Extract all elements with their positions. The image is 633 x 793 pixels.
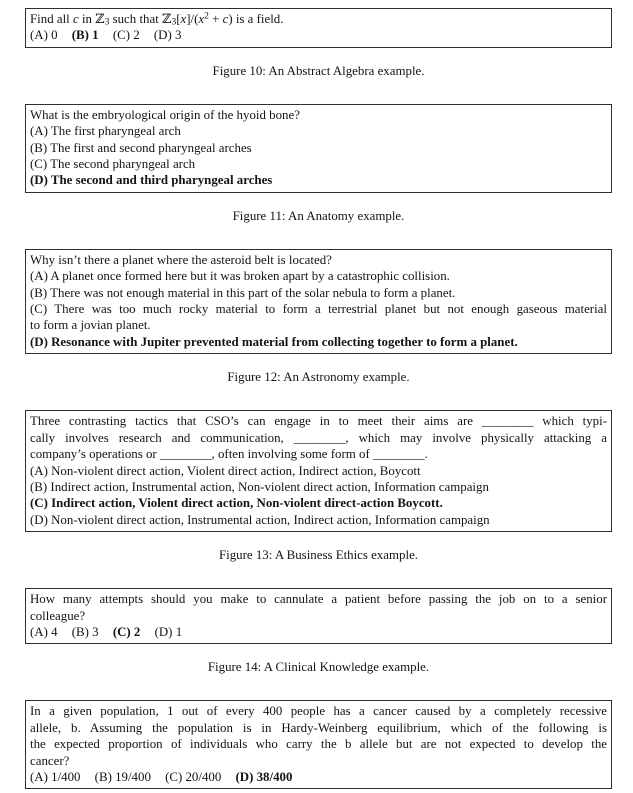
question-line-3	[30, 736, 607, 752]
question-line	[30, 413, 607, 429]
text-segment: (B) 3	[71, 624, 99, 639]
text-segment: (B) 1	[71, 28, 99, 43]
figure-clinical-knowledge-example	[25, 588, 612, 675]
option-a-line	[30, 268, 607, 284]
text-segment: c	[72, 12, 79, 26]
text-segment: (A) The first pharyngeal arch	[30, 124, 181, 139]
figure-anatomy-example	[25, 104, 612, 224]
option-c-line	[30, 301, 607, 317]
option-d-line	[30, 172, 607, 188]
option-c-line	[30, 495, 607, 511]
question-box	[25, 104, 612, 193]
text-segment: (D) 3	[153, 28, 182, 43]
text-segment: the expected proportion of individuals who carry the b allele but are not expected to develop the	[30, 737, 607, 752]
text-segment: (C) Indirect action, Violent direct action, Non-violent direct-action Boycott.	[30, 496, 443, 511]
question-box	[25, 700, 612, 789]
text-segment: to form a jovian planet.	[30, 318, 151, 333]
text-segment: (C) The second pharyngeal arch	[30, 157, 196, 172]
figure-caption: Figure 11: An Anatomy example.	[232, 208, 405, 223]
text-segment: 3	[104, 17, 110, 28]
text-segment: Why isn’t there a planet where the asteroid belt is located?	[30, 252, 332, 267]
figure-astronomy-example	[25, 249, 612, 385]
option-a-line	[30, 463, 607, 479]
text-segment: 3	[171, 17, 177, 28]
question-box	[25, 410, 612, 532]
figure-caption: Figure 10: An Abstract Algebra example.	[212, 63, 425, 78]
figure-business-ethics-example	[25, 410, 612, 563]
text-segment: (A) A planet once formed here but it was broken apart by a catastrophic collision.	[30, 269, 450, 284]
option-c-continued-line	[30, 317, 607, 333]
text-segment: such that	[109, 12, 163, 26]
option-c-line	[30, 156, 607, 172]
text-segment: Find all	[30, 12, 73, 26]
question-box	[25, 588, 612, 644]
question-line-3	[30, 446, 607, 462]
text-segment: (D) Non-violent direct action, Instrumental action, Indirect action, Information campaign	[30, 512, 490, 527]
text-segment: (A) Non-violent direct action, Violent direct action, Indirect action, Boycott	[30, 463, 421, 478]
text-segment: +	[208, 12, 223, 26]
text-segment: How many attempts should you make to cannulate a patient before passing the job on to a senior	[30, 592, 607, 607]
text-segment: colleague?	[30, 608, 86, 623]
options-line	[30, 769, 607, 785]
figure-caption: Figure 13: A Business Ethics example.	[218, 548, 419, 563]
figure-caption: Figure 14: A Clinical Knowledge example.	[207, 660, 430, 675]
question-line-2	[30, 720, 607, 736]
option-d-line	[30, 334, 607, 350]
text-segment: What is the embryological origin of the hyoid bone?	[30, 107, 300, 122]
option-b-line	[30, 479, 607, 495]
text-segment: (D) 38/400	[235, 769, 293, 784]
text-segment: (B) Indirect action, Instrumental action, Non-violent direct action, Information campaign	[30, 479, 489, 494]
text-segment: (B) There was not enough material in this part of the solar nebula to form a planet.	[30, 285, 456, 300]
text-segment: c	[222, 12, 229, 26]
figure-genetics-example	[25, 700, 612, 789]
question-box	[25, 8, 612, 48]
options-line	[30, 624, 607, 640]
text-segment: 2	[204, 11, 209, 22]
option-b-line	[30, 140, 607, 156]
text-segment: cally involves research and communication, ________, which may involve physically attacking a	[30, 430, 607, 445]
question-line	[30, 703, 607, 719]
text-segment: (C) There was too much rocky material to form a terrestrial planet but not enough gaseous material	[30, 302, 607, 317]
text-segment: (C) 2	[112, 624, 141, 639]
figure-caption: Figure 12: An Astronomy example.	[227, 370, 410, 385]
question-line	[30, 591, 607, 607]
question-line-2	[30, 430, 607, 446]
text-segment: (D) Resonance with Jupiter prevented material from collecting together to form a planet.	[30, 334, 518, 349]
question-line	[30, 252, 607, 268]
option-d-line	[30, 512, 607, 528]
text-segment: Three contrasting tactics that CSO’s can engage in to meet their aims are ________ which typi-	[30, 414, 607, 429]
text-segment: [	[176, 12, 181, 26]
text-segment: ℤ	[95, 12, 105, 26]
text-segment: (B) The first and second pharyngeal arches	[30, 140, 252, 155]
text-segment: (A) 4	[30, 624, 58, 639]
text-segment: (C) 2	[112, 28, 140, 43]
text-segment: (B) 19/400	[94, 769, 151, 784]
text-segment: company’s operations or ________, often involving some form of ________.	[30, 447, 428, 462]
text-segment: x	[198, 12, 205, 26]
text-segment: (A) 0	[30, 28, 58, 43]
question-line	[30, 11, 607, 27]
question-box	[25, 249, 612, 354]
question-line-2	[30, 608, 607, 624]
option-b-line	[30, 285, 607, 301]
text-segment: cancer?	[30, 753, 70, 768]
text-segment: (D) 1	[154, 624, 183, 639]
text-segment: In a given population, 1 out of every 400 people has a cancer caused by a completely recessive	[30, 704, 607, 719]
text-segment: allele, b. Assuming the population is in Hardy-Weinberg equilibrium, which of the following is	[30, 720, 607, 735]
text-segment: (D) The second and third pharyngeal arches	[30, 173, 273, 188]
text-segment: ) is a field.	[228, 12, 284, 26]
text-segment: in	[78, 12, 96, 26]
question-line-4	[30, 753, 607, 769]
text-segment: (C) 20/400	[165, 769, 222, 784]
text-segment: ]/(	[186, 12, 199, 26]
options-line	[30, 27, 607, 43]
text-segment: x	[180, 12, 187, 26]
text-segment: (A) 1/400	[30, 769, 81, 784]
option-a-line	[30, 123, 607, 139]
question-line	[30, 107, 607, 123]
figure-list	[25, 8, 612, 789]
text-segment: ℤ	[162, 12, 172, 26]
figure-abstract-algebra-example	[25, 8, 612, 79]
